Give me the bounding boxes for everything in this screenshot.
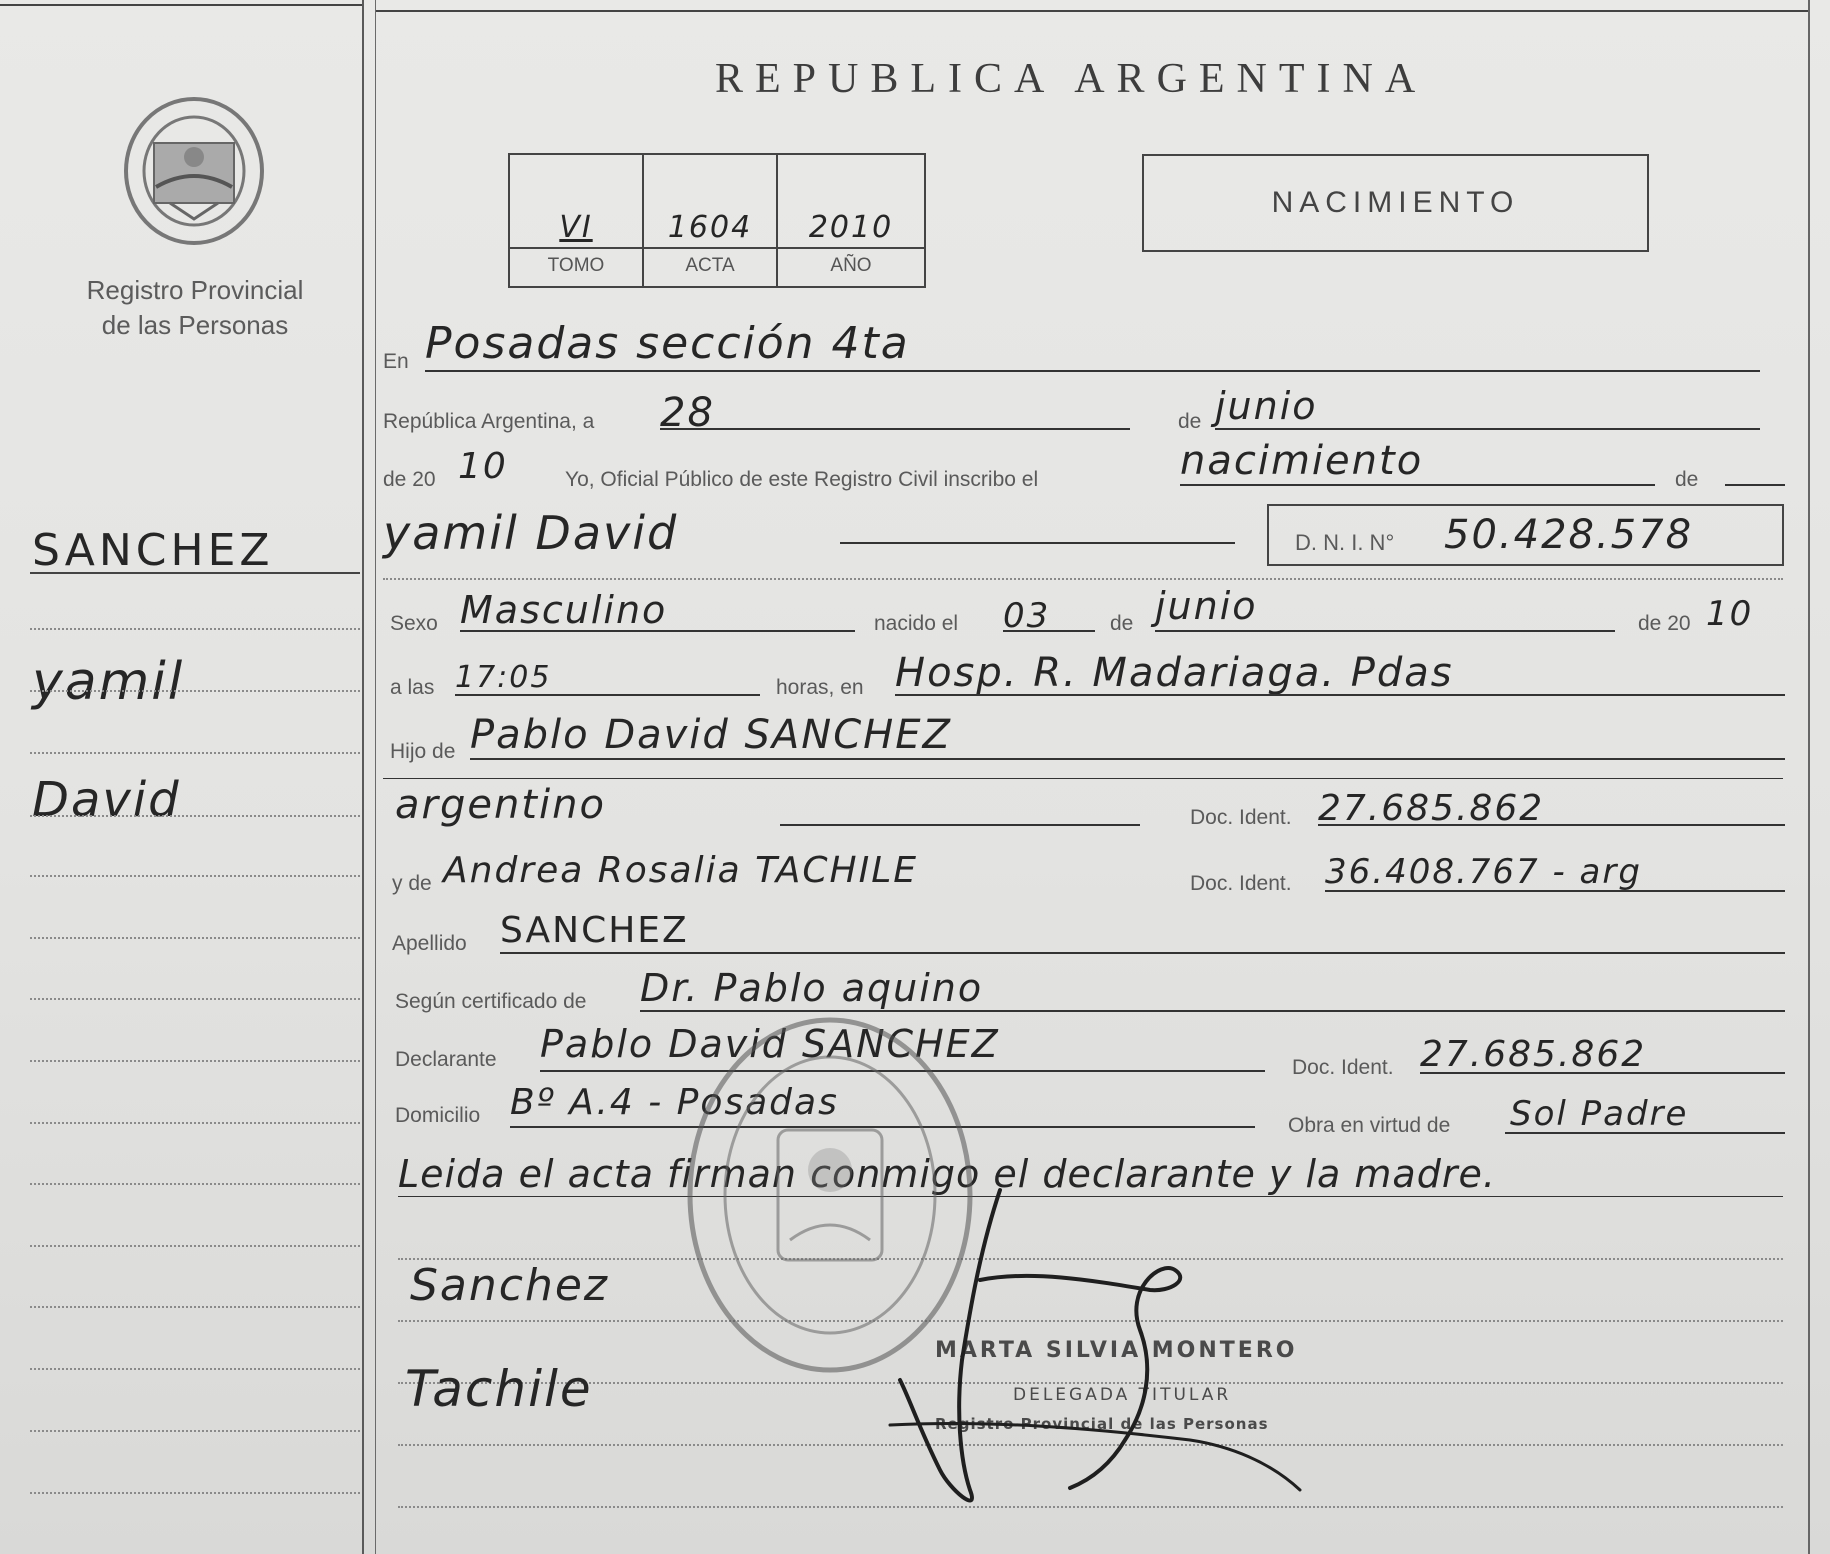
- value-event: nacimiento: [1180, 438, 1424, 484]
- dni-box: [1267, 504, 1784, 566]
- margin-line: [30, 1060, 360, 1062]
- value-birth-time: 17:05: [455, 660, 552, 695]
- line-sex: [460, 630, 855, 632]
- label-segun-certificado: Según certificado de: [395, 990, 587, 1013]
- label-de-20: de 20: [383, 468, 436, 491]
- margin-line: [30, 628, 360, 630]
- value-birth-year: 10: [1706, 594, 1754, 634]
- line-father-name: [470, 758, 1785, 760]
- margin-line: [30, 1183, 360, 1185]
- label-obra-en-virtud: Obra en virtud de: [1288, 1114, 1451, 1137]
- father-signature: Sanchez: [410, 1260, 610, 1311]
- margin-line: [30, 875, 360, 877]
- top-rule-left: [0, 4, 362, 6]
- line-child-name: [840, 542, 1235, 544]
- label-apellido: Apellido: [392, 932, 467, 955]
- margin-line: [30, 937, 360, 939]
- margin-line: [30, 998, 360, 1000]
- margin-line: [30, 690, 360, 692]
- delegate-org: Registro Provincial de las Personas: [935, 1415, 1269, 1433]
- line-birth-day: [1003, 630, 1095, 632]
- tomo-label: TOMO: [547, 255, 605, 276]
- delegate-title: DELEGADA TITULAR: [1013, 1385, 1232, 1405]
- tomo-cell: [510, 155, 644, 286]
- label-mother-doc: Doc. Ident.: [1190, 872, 1292, 895]
- margin-line: [30, 1430, 360, 1432]
- registry-name: [40, 273, 350, 343]
- value-mother-doc: 36.408.767 - arg: [1325, 852, 1642, 892]
- tomo-value: VI: [559, 210, 593, 245]
- line-reg-month: [1215, 428, 1760, 430]
- value-dni-number: 50.428.578: [1444, 512, 1694, 558]
- anio-label: AÑO: [830, 255, 872, 276]
- value-surname: SANCHEZ: [500, 910, 689, 951]
- line-after-de: [1725, 484, 1785, 486]
- value-father-nationality: argentino: [395, 782, 606, 828]
- margin-surname: SANCHEZ: [32, 525, 274, 576]
- label-horas-en: horas, en: [776, 676, 864, 699]
- anio-cell: [778, 155, 924, 286]
- acta-label: ACTA: [685, 255, 735, 276]
- value-place: Posadas sección 4ta: [425, 318, 910, 369]
- top-rule-right: [376, 10, 1808, 12]
- line-father-doc: [1318, 824, 1785, 826]
- label-declarante: Declarante: [395, 1048, 497, 1071]
- label-sexo: Sexo: [390, 612, 438, 635]
- line-father-nationality: [780, 824, 1140, 826]
- label-a-las: a las: [390, 676, 435, 699]
- label-y-de: y de: [392, 872, 432, 895]
- record-type-box: NACIMIENTO: [1142, 154, 1649, 252]
- line-birth-month: [1155, 630, 1615, 632]
- page-title: REPUBLICA ARGENTINA: [715, 56, 1428, 102]
- value-by-virtue-of: Sol Padre: [1510, 1094, 1689, 1134]
- line-mother-doc: [1325, 890, 1785, 892]
- label-republica-a: República Argentina, a: [383, 410, 595, 433]
- label-de-20-birth: de 20: [1638, 612, 1691, 635]
- value-child-name: yamil David: [383, 506, 679, 560]
- margin-divider-right: [375, 0, 376, 1554]
- line-birth-time: [455, 694, 760, 696]
- value-reg-day: 28: [660, 390, 715, 436]
- value-declarant: Pablo David SANCHEZ: [540, 1022, 1000, 1066]
- value-father-name: Pablo David SANCHEZ: [470, 712, 952, 758]
- value-birth-place: Hosp. R. Madariaga. Pdas: [895, 650, 1454, 696]
- anio-value: 2010: [808, 210, 894, 245]
- official-signature-icon: [870, 1170, 1370, 1550]
- margin-line: [30, 1306, 360, 1308]
- label-de-after: de: [1675, 468, 1699, 491]
- value-reg-month: junio: [1215, 384, 1318, 428]
- value-closing-note: Leida el acta firman conmigo el declarante y la madre.: [398, 1152, 1496, 1196]
- value-reg-year: 10: [458, 446, 508, 487]
- margin-divider-left: [362, 0, 364, 1554]
- margin-first-name: yamil: [32, 652, 185, 712]
- margin-line: [30, 572, 360, 574]
- label-de-month: de: [1178, 410, 1202, 433]
- line-event: [1180, 484, 1655, 486]
- margin-line: [30, 1368, 360, 1370]
- margin-line: [30, 1492, 360, 1494]
- value-sex: Masculino: [460, 588, 668, 632]
- label-declarant-doc: Doc. Ident.: [1292, 1056, 1394, 1079]
- value-father-doc: 27.685.862: [1318, 788, 1545, 829]
- label-hijo-de: Hijo de: [390, 740, 456, 763]
- acta-cell: [644, 155, 778, 286]
- line-surname: [500, 952, 1785, 954]
- label-dni: D. N. I. N°: [1295, 530, 1395, 555]
- acta-value: 1604: [667, 210, 753, 245]
- line-separator: [383, 778, 1783, 779]
- line-reg-day: [660, 428, 1130, 430]
- registry-name-line2: de las Personas: [101, 310, 289, 340]
- line-birth-place: [895, 694, 1785, 696]
- registry-name-line1: Registro Provincial: [86, 275, 304, 305]
- label-yo-oficial: Yo, Oficial Público de este Registro Civil inscribo el: [565, 468, 1039, 491]
- value-mother-name: Andrea Rosalia TACHILE: [443, 850, 919, 891]
- page-right-edge: [1808, 0, 1810, 1554]
- label-en: En: [383, 350, 409, 373]
- provincial-seal-icon: [120, 95, 268, 247]
- delegate-name: MARTA SILVIA MONTERO: [935, 1338, 1298, 1363]
- margin-line: [30, 1122, 360, 1124]
- label-de-birth-month: de: [1110, 612, 1134, 635]
- label-nacido-el: nacido el: [874, 612, 959, 635]
- line-declarant-doc: [1420, 1072, 1785, 1074]
- value-certificate-by: Dr. Pablo aquino: [640, 966, 984, 1010]
- value-birth-day: 03: [1003, 596, 1051, 636]
- margin-line: [30, 752, 360, 754]
- label-domicilio: Domicilio: [395, 1104, 481, 1127]
- mother-signature: Tachile: [405, 1360, 593, 1418]
- margin-line: [30, 1245, 360, 1247]
- record-id-box: [508, 153, 926, 288]
- value-declarant-doc: 27.685.862: [1420, 1034, 1647, 1075]
- label-father-doc: Doc. Ident.: [1190, 806, 1292, 829]
- margin-middle-name: David: [32, 772, 181, 828]
- line-place: [425, 370, 1760, 372]
- value-birth-month: junio: [1155, 584, 1258, 628]
- dotted-separator: [383, 578, 1783, 580]
- line-by-virtue-of: [1505, 1132, 1785, 1134]
- value-address: Bº A.4 - Posadas: [510, 1082, 839, 1123]
- margin-line: [30, 815, 360, 817]
